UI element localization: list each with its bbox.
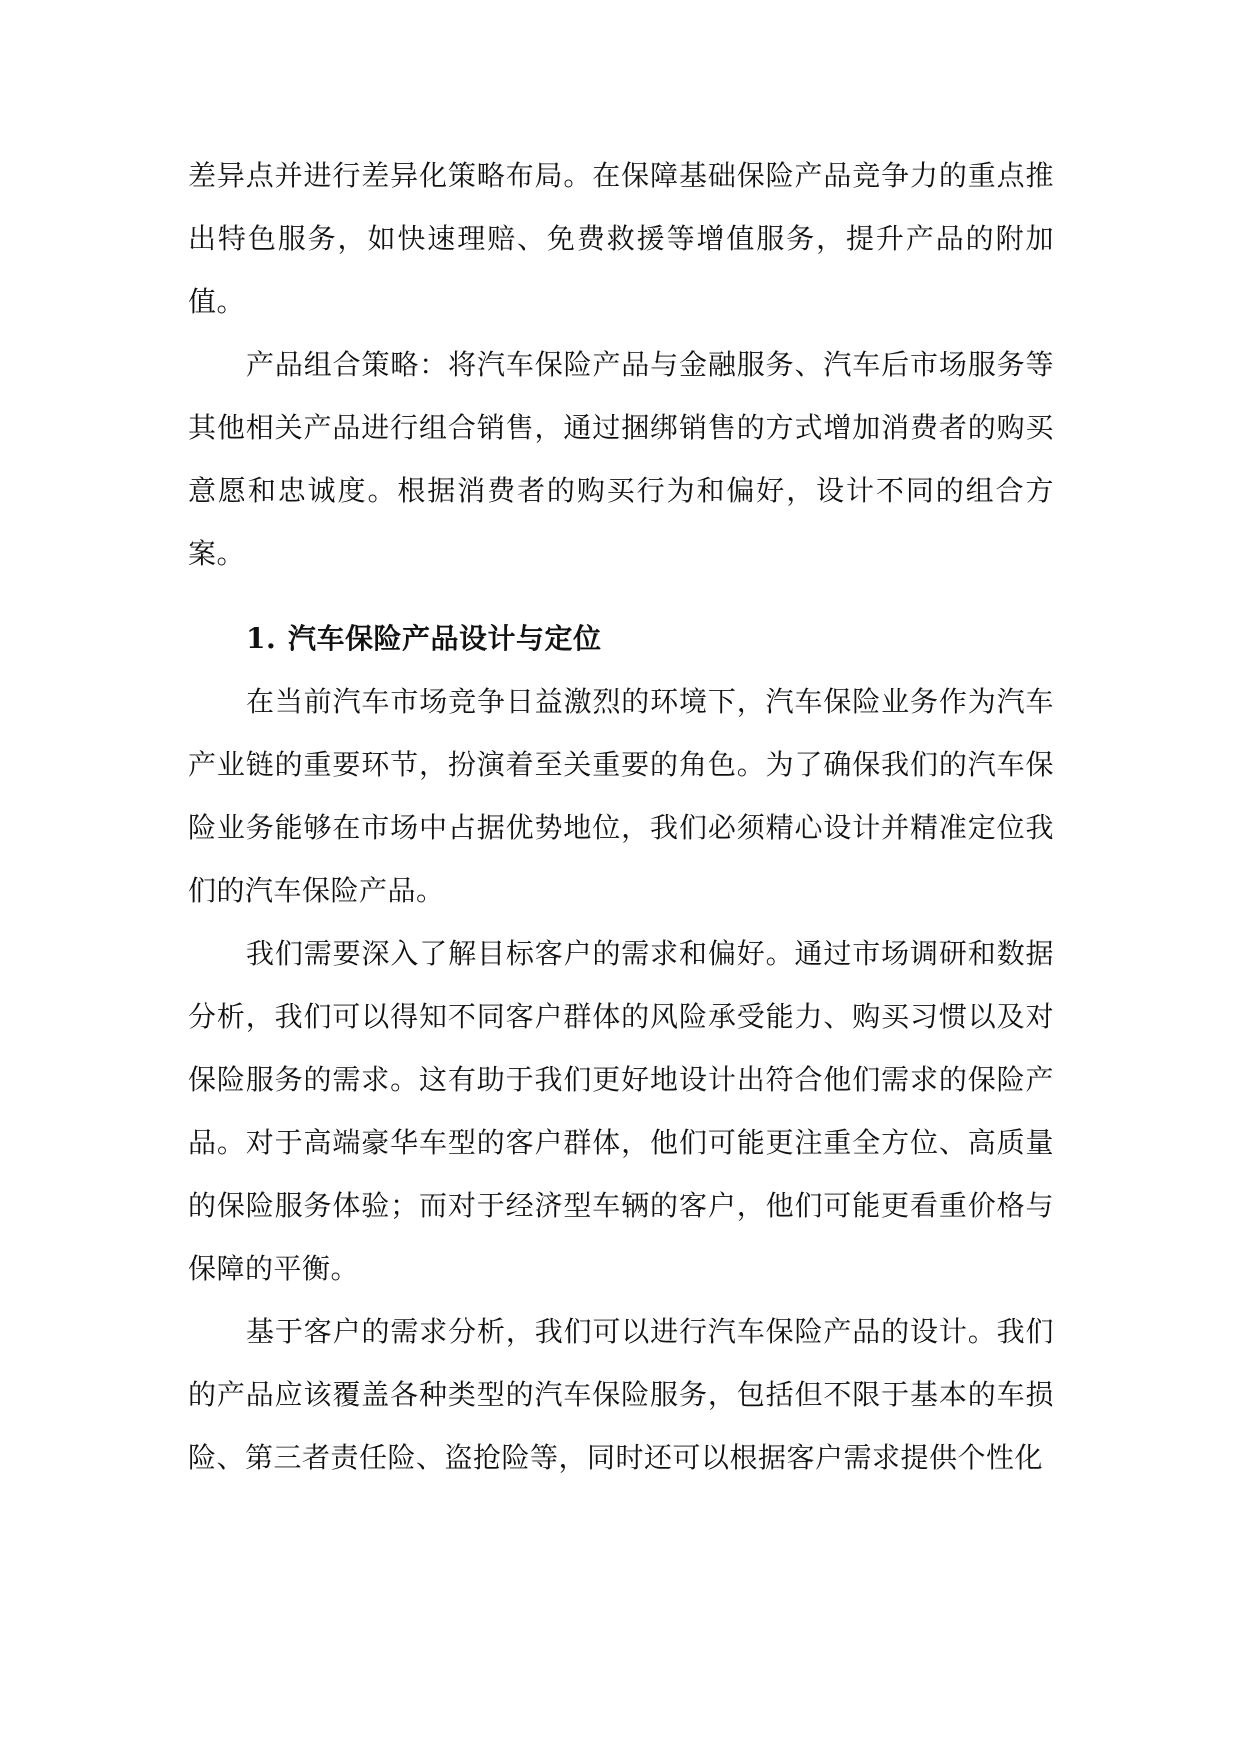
paragraph-customer-needs: 我们需要深入了解目标客户的需求和偏好。通过市场调研和数据分析，我们可以得知不同客户群体的风险承受能力、购买习惯以及对保险服务的需求。这有助于我们更好地设计出符合他们需求的保险产品。对于高端豪华车型的客户群体，他们可能更注重全方位、高质量的保险服务体验；而对于经济型车辆的客户，他们可能更看重价格与保障的平衡。 [188, 937, 1054, 1285]
paragraph-product-combination: 产品组合策略：将汽车保险产品与金融服务、汽车后市场服务等其他相关产品进行组合销售，通过捆绑销售的方式增加消费者的购买意愿和忠诚度。根据消费者的购买行为和偏好，设计不同的组合方案。 [188, 348, 1054, 570]
paragraph-product-design: 基于客户的需求分析，我们可以进行汽车保险产品的设计。我们的产品应该覆盖各种类型的汽车保险服务，包括但不限于基本的车损险、第三者责任险、盗抢险等，同时还可以根据客户需求提供个性化 [188, 1315, 1054, 1474]
paragraph-market-context: 在当前汽车市场竞争日益激烈的环境下，汽车保险业务作为汽车产业链的重要环节，扮演着至关重要的角色。为了确保我们的汽车保险业务能够在市场中占据优势地位，我们必须精心设计并精准定位我们的汽车保险产品。 [188, 685, 1054, 907]
document-body [188, 144, 1054, 1489]
section-heading [188, 607, 1054, 670]
paragraph-differentiation: 差异点并进行差异化策略布局。在保障基础保险产品竞争力的重点推出特色服务，如快速理赔、免费救援等增值服务，提升产品的附加值。 [188, 159, 1054, 318]
section-title: 汽车保险产品设计与定位 [288, 622, 602, 655]
section-number: 1. [246, 622, 277, 655]
